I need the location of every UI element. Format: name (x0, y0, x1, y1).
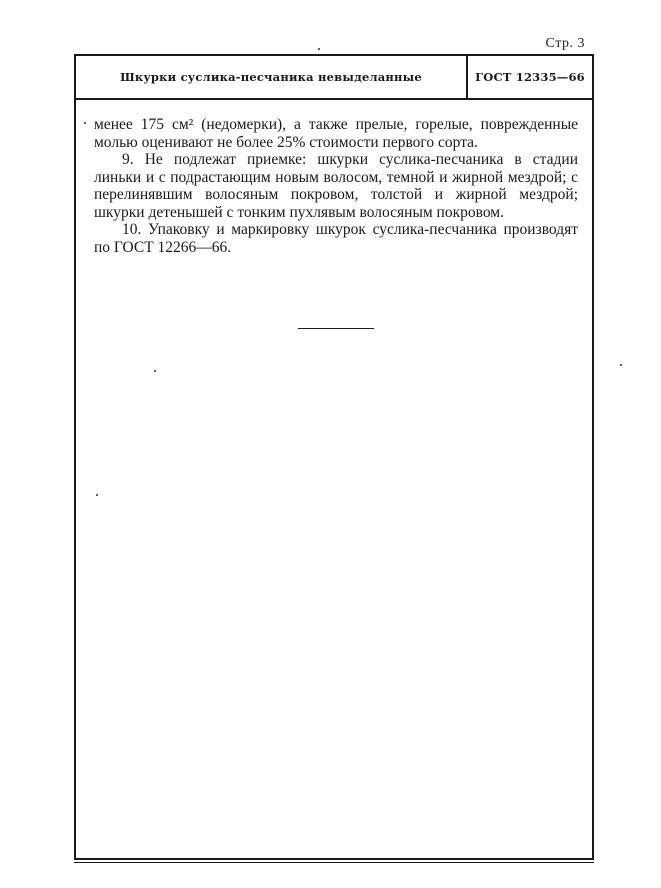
page-number: Стр. 3 (545, 36, 585, 51)
scan-speck (154, 370, 156, 372)
standard-number: ГОСТ 12335—66 (475, 70, 585, 84)
document-body (94, 116, 578, 256)
document-title: Шкурки суслика-песчаника невыделанные (76, 56, 468, 98)
paragraph-item-9: 9. Не подлежат приемке: шкурки суслика-песчаника в стадии линьки и с подрастающим новым волосом, темной и жирной мездрой; с перелинявшим волосяным покровом, толстой и жирной мездрой; шкурки детенышей с тонким пухлявым волосяным покровом. (94, 151, 578, 221)
scan-speck (318, 48, 320, 50)
paragraph-item-10: 10. Упаковку и маркировку шкурок суслика-песчаника производят по ГОСТ 12266—66. (94, 221, 578, 256)
scan-speck (84, 122, 86, 124)
scan-speck (96, 494, 98, 496)
page-frame (74, 54, 594, 860)
document-header (76, 56, 592, 100)
frame-bottom-line (74, 862, 594, 863)
end-divider (298, 328, 374, 329)
paragraph-continued: менее 175 см² (недомерки), а также прелые, горелые, поврежденные молью оценивают не более 25% стоимости первого сорта. (94, 116, 578, 151)
scan-speck (620, 364, 622, 366)
